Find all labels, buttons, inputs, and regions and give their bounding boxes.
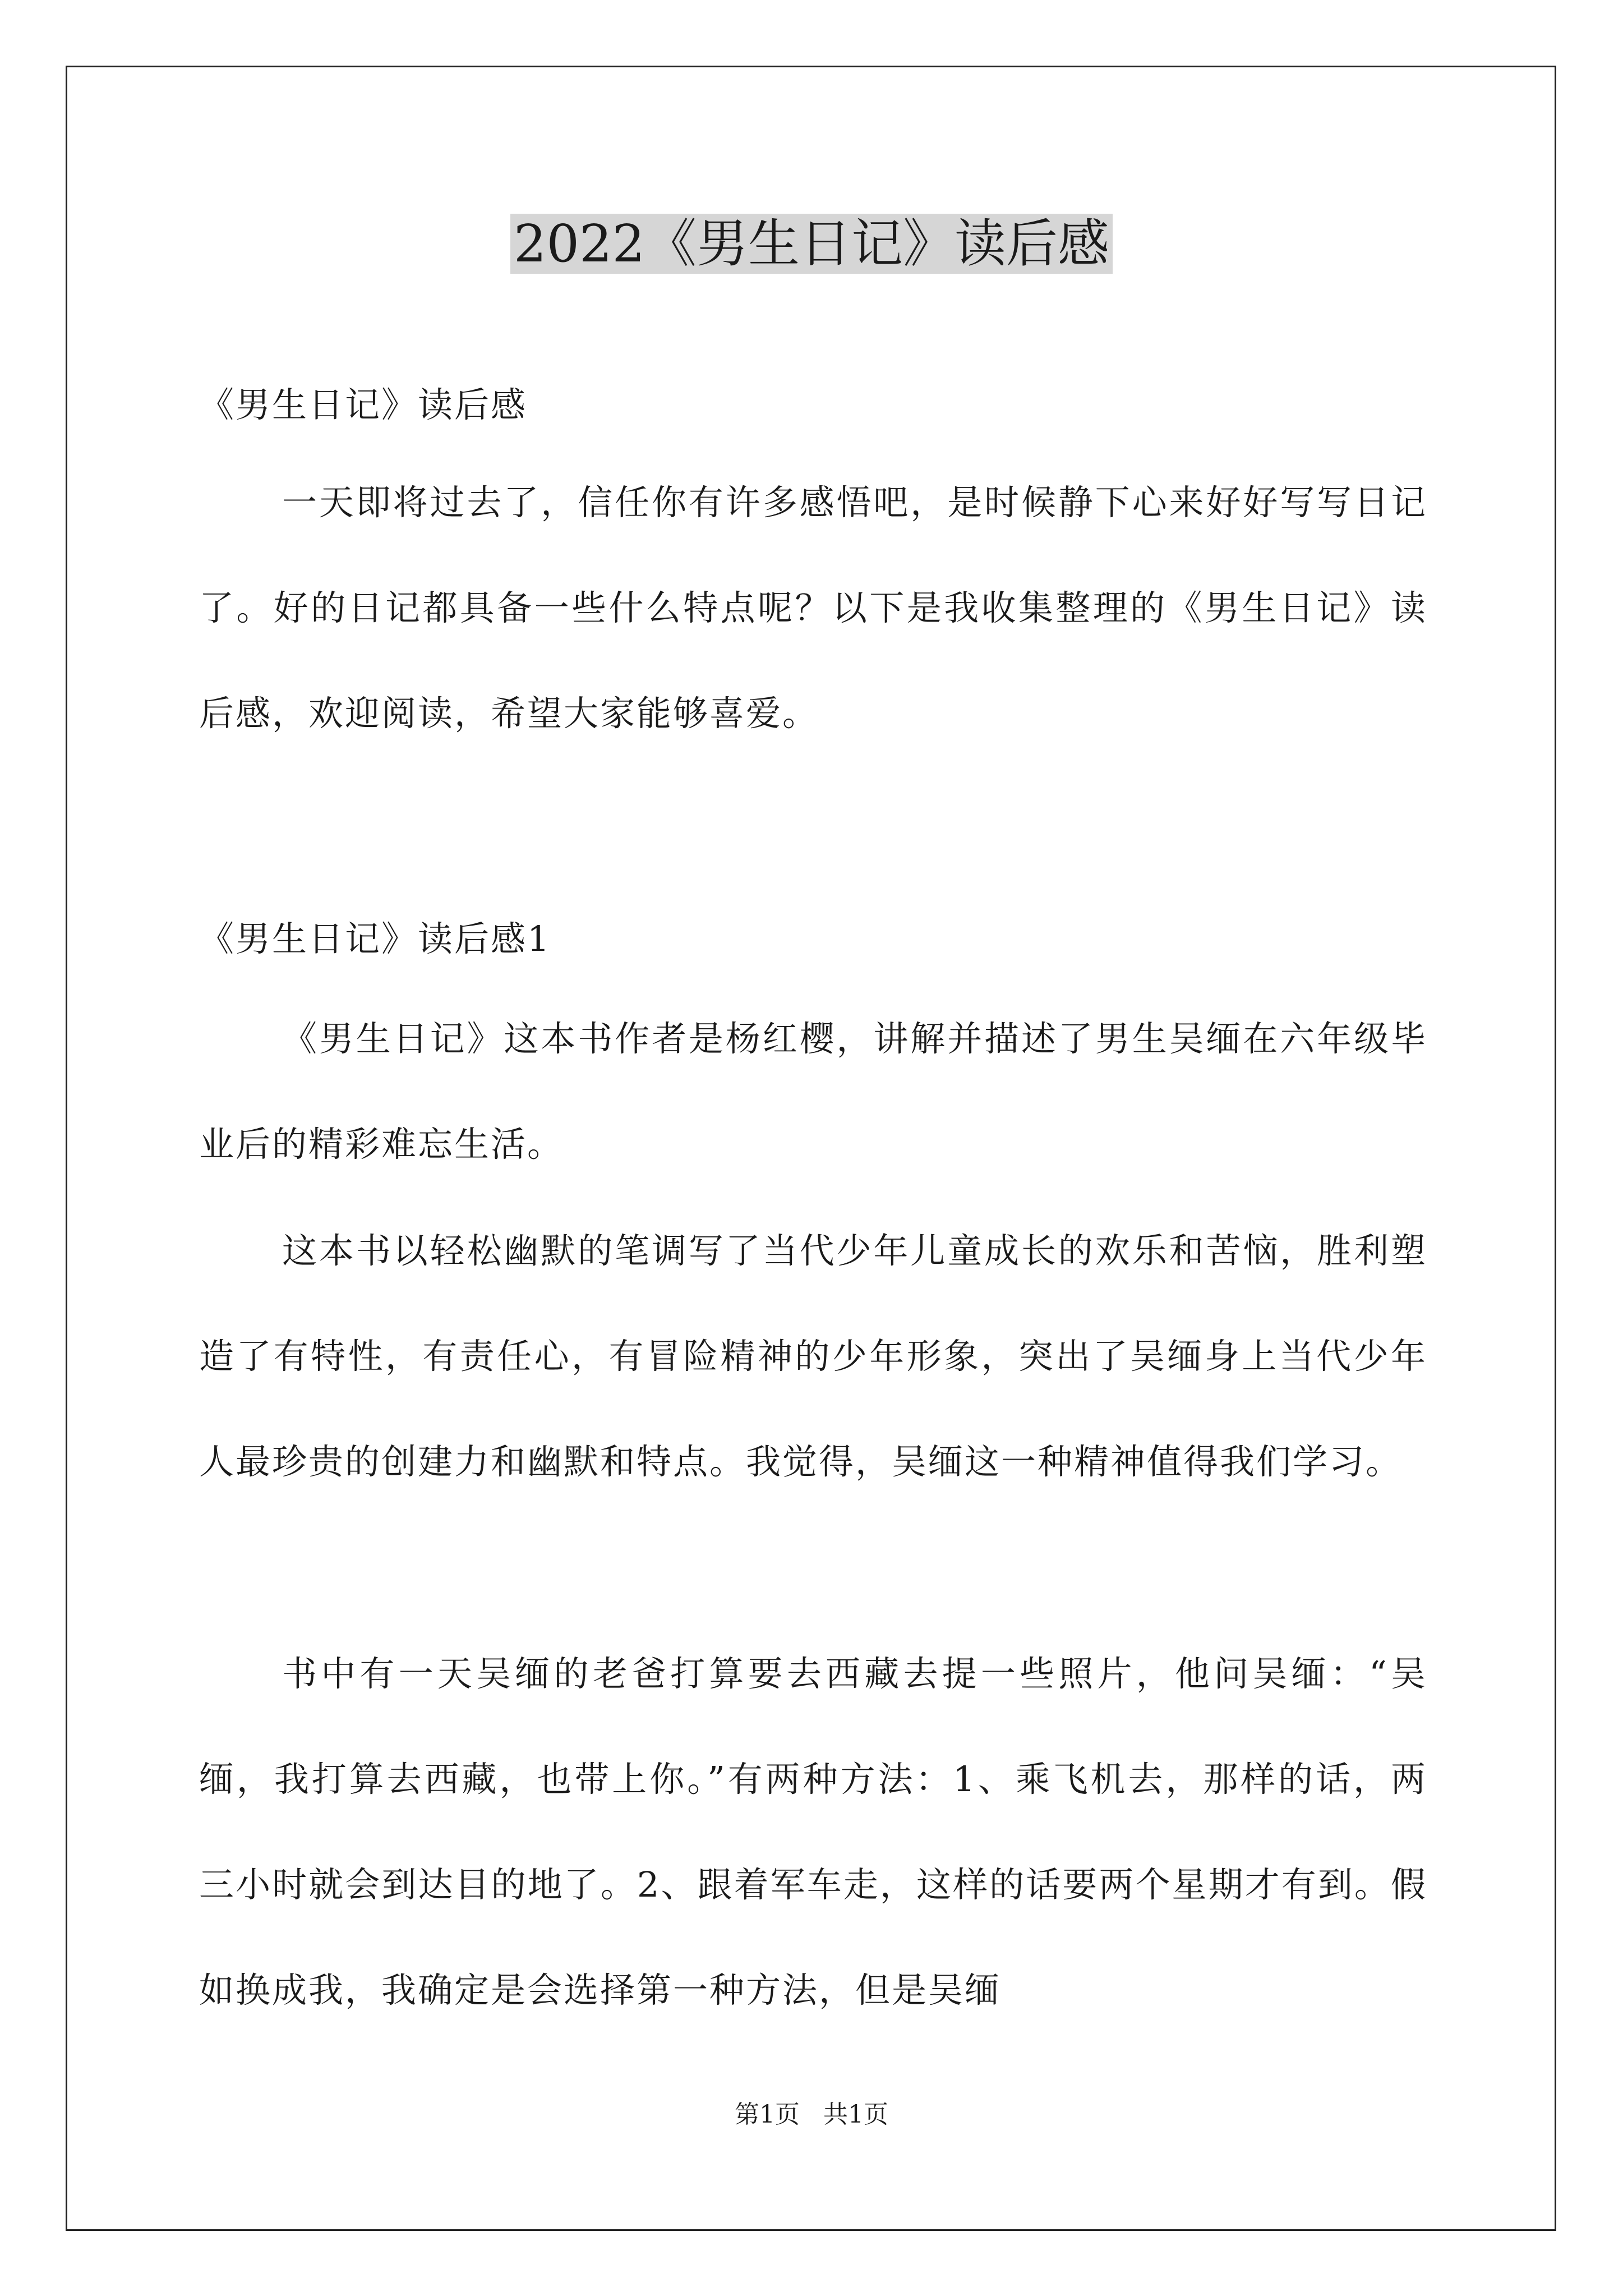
body-paragraph-2: 这本书以轻松幽默的笔调写了当代少年儿童成长的欢乐和苦恼，胜利塑造了有特性，有责任心，有冒险精神的少年形象，突出了吴缅身上当代少年人最珍贵的创建力和幽默和特点。我觉得，吴缅这一种精神值得我们学习。	[199, 1230, 1427, 1482]
page-footer	[0, 2098, 1623, 2132]
body-paragraph-3: 书中有一天吴缅的老爸打算要去西藏去提一些照片，他问吴缅：“吴缅，我打算去西藏，也带上你。”有两种方法：1、乘飞机去，那样的话，两三小时就会到达目的地了。2、跟着军车走，这样的话要两个星期才有到。假如换成我，我确定是会选择第一种方法，但是吴缅	[199, 1653, 1427, 2010]
intro-paragraph: 一天即将过去了，信任你有许多感悟吧，是时候静下心来好好写写日记了。好的日记都具备一些什么特点呢？以下是我收集整理的《男生日记》读后感，欢迎阅读，希望大家能够喜爱。	[199, 482, 1427, 734]
section-heading: 《男生日记》读后感1	[199, 918, 551, 959]
page-total: 共1页	[823, 2100, 888, 2129]
document-title-text: 2022《男生日记》读后感	[510, 214, 1113, 274]
intro-heading: 《男生日记》读后感	[199, 384, 528, 425]
page-number: 第1页	[735, 2100, 800, 2129]
body-paragraph-1: 《男生日记》这本书作者是杨红樱，讲解并描述了男生吴缅在六年级毕业后的精彩难忘生活。	[199, 1018, 1427, 1165]
document-title	[0, 202, 1623, 286]
